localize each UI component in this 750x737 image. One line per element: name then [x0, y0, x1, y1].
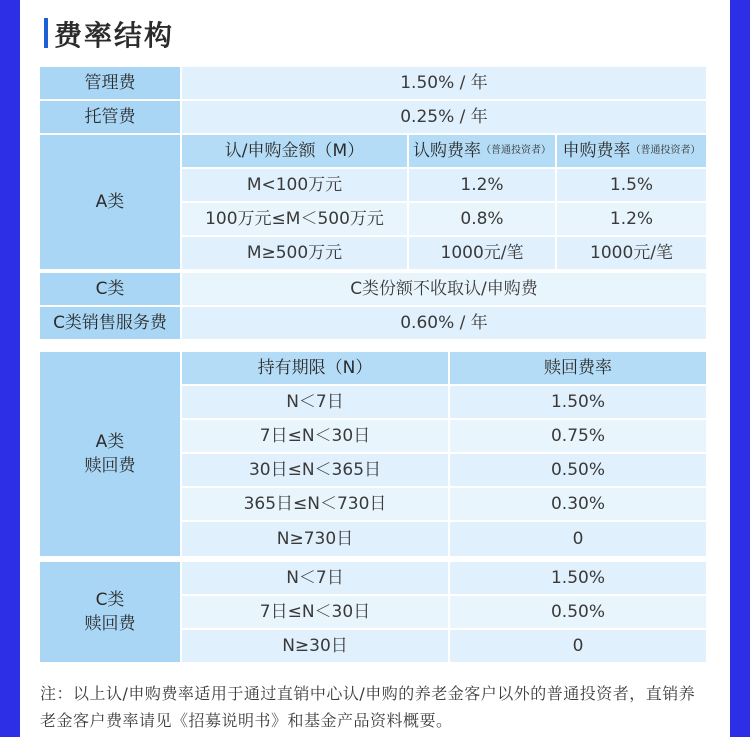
title-accent-bar	[44, 18, 48, 48]
purchase-rate-cell: 1.5%	[557, 169, 706, 201]
fee-structure-card	[20, 0, 730, 737]
amount-cell: M<100万元	[182, 169, 407, 201]
period-cell: 7日≤N＜30日	[182, 420, 448, 452]
period-cell: 7日≤N＜30日	[182, 596, 448, 628]
rate-cell: 0.50%	[450, 596, 706, 628]
purchase-rate-header-note: （普通投资者）	[630, 145, 701, 156]
purchase-rate-cell: 1.2%	[557, 203, 706, 235]
period-cell: 30日≤N＜365日	[182, 454, 448, 486]
purchase-rate-header	[557, 135, 706, 167]
subscription-rate-header-text: 认购费率	[413, 141, 481, 161]
class-c-label: C类	[40, 273, 180, 305]
c-service-fee-value: 0.60% / 年	[182, 307, 706, 339]
redeem-c-label	[40, 562, 180, 662]
rate-cell: 1.50%	[450, 562, 706, 594]
rate-cell: 1.50%	[450, 386, 706, 418]
custody-fee-label: 托管费	[40, 101, 180, 133]
redemption-rate-header: 赎回费率	[450, 352, 706, 384]
redeem-c-label-line1: C类	[95, 590, 125, 610]
subscription-rate-header-note: （普通投资者）	[481, 145, 551, 156]
subscription-rate-cell: 1.2%	[409, 169, 555, 201]
rate-cell: 0.50%	[450, 454, 706, 486]
period-cell: N＜7日	[182, 386, 448, 418]
amount-cell: 100万元≤M＜500万元	[182, 203, 407, 235]
period-cell: N≥730日	[182, 522, 448, 556]
rate-cell: 0.75%	[450, 420, 706, 452]
custody-fee-value: 0.25% / 年	[182, 101, 706, 133]
period-cell: 365日≤N＜730日	[182, 488, 448, 520]
redeem-c-label-line2: 赎回费	[84, 614, 136, 634]
subscription-rate-header	[409, 135, 555, 167]
rate-cell: 0	[450, 630, 706, 662]
mgmt-fee-label: 管理费	[40, 67, 180, 99]
class-a-label: A类	[40, 135, 180, 269]
amount-column-header: 认/申购金额（M）	[182, 135, 407, 167]
redeem-a-label-line1: A类	[95, 432, 125, 452]
rate-cell: 0.30%	[450, 488, 706, 520]
subscription-rate-cell: 0.8%	[409, 203, 555, 235]
period-cell: N≥30日	[182, 630, 448, 662]
purchase-rate-header-text: 申购费率	[562, 141, 631, 161]
amount-cell: M≥500万元	[182, 237, 407, 269]
redeem-a-label-line2: 赎回费	[84, 456, 136, 476]
c-service-fee-label: C类销售服务费	[40, 307, 180, 339]
period-cell: N＜7日	[182, 562, 448, 594]
rate-cell: 0	[450, 522, 706, 556]
subscription-rate-cell: 1000元/笔	[409, 237, 555, 269]
footnote: 注：以上认/申购费率适用于通过直销中心认/申购的养老金客户以外的普通投资者，直销养老金客户费率请见《招募说明书》和基金产品资料概要。	[40, 684, 696, 730]
redeem-a-label	[40, 352, 180, 556]
page-title: 费率结构	[54, 19, 175, 52]
mgmt-fee-value: 1.50% / 年	[182, 67, 706, 99]
purchase-rate-cell: 1000元/笔	[557, 237, 706, 269]
holding-period-header: 持有期限（N）	[182, 352, 448, 384]
class-c-value: C类份额不收取认/申购费	[182, 273, 706, 305]
